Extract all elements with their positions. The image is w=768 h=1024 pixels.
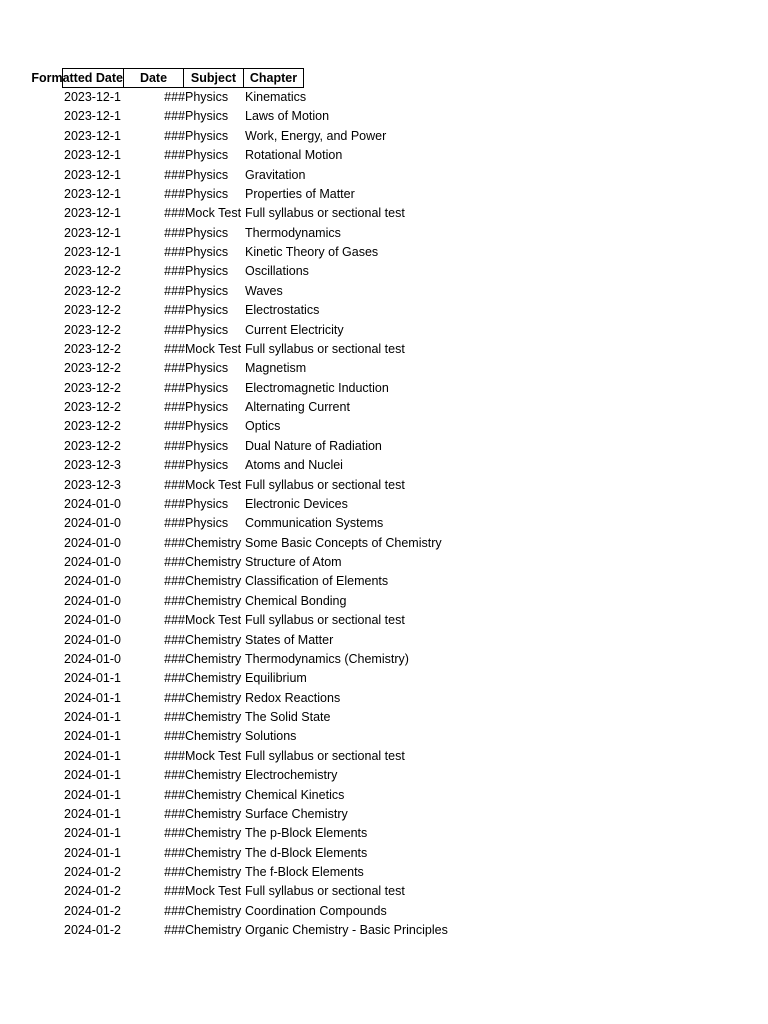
cell-chapter[interactable]: Properties of Matter bbox=[245, 186, 355, 201]
cell-chapter[interactable]: Thermodynamics bbox=[245, 225, 341, 240]
cell-chapter[interactable]: Classification of Elements bbox=[245, 574, 389, 589]
cell-subject[interactable]: Mock Test bbox=[185, 477, 242, 492]
table-row bbox=[62, 495, 762, 514]
table-row bbox=[62, 127, 762, 146]
cell-chapter[interactable]: Work, Energy, and Power bbox=[245, 128, 387, 143]
cell-subject[interactable]: Chemistry bbox=[185, 671, 242, 686]
cell-subject[interactable]: Physics bbox=[185, 90, 229, 104]
cell-formatted-date[interactable]: 2023-12-1 bbox=[64, 245, 121, 259]
cell-date[interactable]: ### bbox=[164, 458, 185, 473]
cell-chapter[interactable]: Solutions bbox=[245, 729, 297, 744]
cell-date[interactable]: ### bbox=[164, 167, 185, 182]
table-row bbox=[62, 631, 762, 650]
cell-formatted-date[interactable]: 2023-12-2 bbox=[64, 438, 121, 453]
cell-subject[interactable]: Chemistry bbox=[185, 826, 242, 841]
cell-date[interactable]: ### bbox=[164, 632, 185, 647]
cell-chapter[interactable]: Full syllabus or sectional test bbox=[245, 206, 405, 221]
table-row bbox=[62, 204, 762, 223]
cell-chapter[interactable]: Electronic Devices bbox=[245, 496, 348, 511]
cell-formatted-date[interactable]: 2024-01-1 bbox=[64, 671, 121, 686]
table-row bbox=[62, 844, 762, 863]
header-subject: Subject bbox=[183, 68, 244, 88]
cell-chapter[interactable]: Optics bbox=[245, 419, 281, 434]
table-row bbox=[62, 805, 762, 824]
table-row bbox=[62, 882, 762, 901]
cell-chapter[interactable]: Full syllabus or sectional test bbox=[245, 613, 405, 628]
table-row bbox=[62, 398, 762, 417]
cell-formatted-date[interactable]: 2023-12-1 bbox=[64, 167, 121, 182]
cell-chapter[interactable]: Chemical Kinetics bbox=[245, 787, 345, 802]
cell-date[interactable]: ### bbox=[164, 884, 185, 899]
cell-date[interactable]: ### bbox=[164, 264, 185, 279]
table-row bbox=[62, 476, 762, 495]
cell-date[interactable]: ### bbox=[164, 535, 185, 550]
table-row bbox=[62, 262, 762, 281]
cell-formatted-date[interactable]: 2023-12-2 bbox=[64, 341, 121, 356]
cell-formatted-date[interactable]: 2023-12-2 bbox=[64, 283, 121, 298]
cell-formatted-date[interactable]: 2024-01-1 bbox=[64, 826, 121, 841]
table-row bbox=[62, 417, 762, 436]
cell-subject[interactable]: Physics bbox=[185, 380, 229, 395]
cell-date[interactable]: ### bbox=[164, 341, 185, 356]
cell-chapter[interactable]: Organic Chemistry - Basic Principles bbox=[245, 923, 448, 938]
header-formatted-date bbox=[31, 68, 124, 88]
table-row bbox=[62, 185, 762, 204]
cell-formatted-date[interactable]: 2024-01-1 bbox=[64, 748, 121, 763]
cell-date[interactable]: ### bbox=[164, 845, 185, 860]
cell-subject[interactable]: Physics bbox=[185, 245, 229, 259]
cell-chapter[interactable]: The d-Block Elements bbox=[245, 845, 368, 860]
table-row bbox=[62, 146, 762, 165]
cell-subject[interactable]: Chemistry bbox=[185, 651, 242, 666]
cell-chapter[interactable]: Redox Reactions bbox=[245, 690, 341, 705]
cell-date[interactable]: ### bbox=[164, 729, 185, 744]
cell-subject[interactable]: Physics bbox=[185, 167, 229, 182]
cell-chapter[interactable]: Kinematics bbox=[245, 90, 307, 104]
cell-formatted-date[interactable]: 2023-12-2 bbox=[64, 400, 121, 414]
cell-formatted-date[interactable]: 2023-12-1 bbox=[64, 90, 121, 104]
cell-chapter[interactable]: The Solid State bbox=[245, 710, 331, 724]
cell-subject[interactable]: Physics bbox=[185, 400, 229, 414]
cell-formatted-date[interactable]: 2023-12-2 bbox=[64, 361, 121, 376]
cell-chapter[interactable]: Gravitation bbox=[245, 167, 306, 182]
cell-chapter[interactable]: Full syllabus or sectional test bbox=[245, 748, 405, 763]
table-row bbox=[62, 650, 762, 669]
cell-date[interactable]: ### bbox=[164, 923, 185, 938]
cell-subject[interactable]: Chemistry bbox=[185, 535, 242, 550]
table-row bbox=[62, 824, 762, 843]
cell-subject[interactable]: Physics bbox=[185, 438, 229, 453]
cell-formatted-date[interactable]: 2024-01-1 bbox=[64, 729, 121, 744]
cell-date[interactable]: ### bbox=[164, 496, 185, 511]
table-row bbox=[62, 107, 762, 126]
table-row bbox=[62, 786, 762, 805]
table-row bbox=[62, 592, 762, 611]
header-formatted-date-label: Formatted Date bbox=[31, 71, 123, 85]
cell-formatted-date[interactable]: 2023-12-1 bbox=[64, 148, 121, 163]
cell-formatted-date[interactable]: 2024-01-1 bbox=[64, 845, 121, 860]
table-row bbox=[62, 88, 762, 107]
cell-subject[interactable]: Physics bbox=[185, 419, 229, 434]
cell-date[interactable]: ### bbox=[164, 322, 185, 337]
cell-chapter[interactable]: Coordination Compounds bbox=[245, 903, 387, 918]
cell-subject[interactable]: Chemistry bbox=[185, 768, 242, 783]
cell-date[interactable]: ### bbox=[164, 419, 185, 434]
table-row bbox=[62, 321, 762, 340]
cell-date[interactable]: ### bbox=[164, 283, 185, 298]
cell-date[interactable]: ### bbox=[164, 303, 185, 318]
header-date: Date bbox=[123, 68, 184, 88]
table-row bbox=[62, 379, 762, 398]
cell-subject[interactable]: Physics bbox=[185, 186, 229, 201]
cell-formatted-date[interactable]: 2023-12-2 bbox=[64, 264, 121, 279]
cell-chapter[interactable]: Oscillations bbox=[245, 264, 309, 279]
header-row bbox=[31, 68, 762, 88]
cell-subject[interactable]: Mock Test bbox=[185, 748, 242, 763]
cell-subject[interactable]: Mock Test bbox=[185, 613, 242, 628]
cell-date[interactable]: ### bbox=[164, 90, 185, 104]
cell-subject[interactable]: Chemistry bbox=[185, 903, 242, 918]
cell-chapter[interactable]: Rotational Motion bbox=[245, 148, 343, 163]
cell-subject[interactable]: Physics bbox=[185, 458, 229, 473]
cell-date[interactable]: ### bbox=[164, 128, 185, 143]
cell-formatted-date[interactable]: 2024-01-1 bbox=[64, 710, 121, 724]
cell-formatted-date[interactable]: 2024-01-0 bbox=[64, 651, 121, 666]
table-row bbox=[62, 437, 762, 456]
cell-date[interactable]: ### bbox=[164, 245, 185, 259]
cell-formatted-date[interactable]: 2023-12-1 bbox=[64, 128, 121, 143]
cell-formatted-date[interactable]: 2024-01-2 bbox=[64, 923, 121, 938]
table-row bbox=[62, 224, 762, 243]
cell-subject[interactable]: Chemistry bbox=[185, 787, 242, 802]
cell-subject[interactable]: Physics bbox=[185, 361, 229, 376]
table-body bbox=[62, 88, 762, 941]
cell-chapter[interactable]: Some Basic Concepts of Chemistry bbox=[245, 535, 442, 550]
table-row bbox=[62, 863, 762, 882]
cell-formatted-date[interactable]: 2024-01-2 bbox=[64, 865, 121, 879]
cell-formatted-date[interactable]: 2023-12-1 bbox=[64, 206, 121, 221]
cell-chapter[interactable]: Full syllabus or sectional test bbox=[245, 477, 405, 492]
cell-formatted-date[interactable]: 2024-01-0 bbox=[64, 593, 121, 608]
cell-formatted-date[interactable]: 2024-01-0 bbox=[64, 535, 121, 550]
cell-formatted-date[interactable]: 2024-01-0 bbox=[64, 516, 121, 531]
cell-date[interactable]: ### bbox=[164, 806, 185, 821]
cell-formatted-date[interactable]: 2024-01-0 bbox=[64, 496, 121, 511]
table-row bbox=[62, 669, 762, 688]
cell-chapter[interactable]: Atoms and Nuclei bbox=[245, 458, 343, 473]
cell-chapter[interactable]: Structure of Atom bbox=[245, 555, 342, 569]
cell-formatted-date[interactable]: 2023-12-2 bbox=[64, 380, 121, 395]
cell-subject[interactable]: Physics bbox=[185, 516, 229, 531]
cell-formatted-date[interactable]: 2024-01-1 bbox=[64, 787, 121, 802]
table-row bbox=[62, 611, 762, 630]
cell-formatted-date[interactable]: 2024-01-0 bbox=[64, 613, 121, 628]
cell-subject[interactable]: Physics bbox=[185, 128, 229, 143]
cell-chapter[interactable]: Equilibrium bbox=[245, 671, 307, 686]
table-row bbox=[62, 747, 762, 766]
cell-subject[interactable]: Chemistry bbox=[185, 593, 242, 608]
table-row bbox=[62, 902, 762, 921]
cell-subject[interactable]: Chemistry bbox=[185, 632, 242, 647]
cell-subject[interactable]: Physics bbox=[185, 283, 229, 298]
table-row bbox=[62, 727, 762, 746]
cell-date[interactable]: ### bbox=[164, 574, 185, 589]
cell-chapter[interactable]: Magnetism bbox=[245, 361, 307, 376]
table-row bbox=[62, 689, 762, 708]
cell-subject[interactable]: Chemistry bbox=[185, 865, 242, 879]
spreadsheet-table bbox=[31, 68, 762, 941]
cell-formatted-date[interactable]: 2023-12-2 bbox=[64, 322, 121, 337]
cell-subject[interactable]: Chemistry bbox=[185, 729, 242, 744]
cell-subject[interactable]: Chemistry bbox=[185, 806, 242, 821]
cell-chapter[interactable]: Communication Systems bbox=[245, 516, 384, 531]
cell-chapter[interactable]: Surface Chemistry bbox=[245, 806, 348, 821]
cell-subject[interactable]: Chemistry bbox=[185, 574, 242, 589]
cell-subject[interactable]: Physics bbox=[185, 225, 229, 240]
table-row bbox=[62, 921, 762, 940]
cell-formatted-date[interactable]: 2023-12-3 bbox=[64, 458, 121, 473]
cell-date[interactable]: ### bbox=[164, 710, 185, 724]
cell-date[interactable]: ### bbox=[164, 671, 185, 686]
table-row bbox=[62, 514, 762, 533]
cell-date[interactable]: ### bbox=[164, 651, 185, 666]
cell-formatted-date[interactable]: 2024-01-2 bbox=[64, 903, 121, 918]
cell-subject[interactable]: Physics bbox=[185, 322, 229, 337]
cell-formatted-date[interactable]: 2024-01-0 bbox=[64, 574, 121, 589]
table-row bbox=[62, 456, 762, 475]
cell-chapter[interactable]: Electrostatics bbox=[245, 303, 320, 318]
cell-date[interactable]: ### bbox=[164, 768, 185, 783]
cell-subject[interactable]: Mock Test bbox=[185, 206, 242, 221]
cell-date[interactable]: ### bbox=[164, 903, 185, 918]
cell-chapter[interactable]: Electromagnetic Induction bbox=[245, 380, 389, 395]
table-row bbox=[62, 166, 762, 185]
table-row bbox=[62, 282, 762, 301]
cell-formatted-date[interactable]: 2023-12-2 bbox=[64, 303, 121, 318]
cell-date[interactable]: ### bbox=[164, 690, 185, 705]
table-row bbox=[62, 359, 762, 378]
cell-date[interactable]: ### bbox=[164, 186, 185, 201]
table-row bbox=[62, 340, 762, 359]
cell-date[interactable]: ### bbox=[164, 438, 185, 453]
cell-date[interactable]: ### bbox=[164, 613, 185, 628]
cell-subject[interactable]: Chemistry bbox=[185, 845, 242, 860]
cell-formatted-date[interactable]: 2023-12-1 bbox=[64, 186, 121, 201]
cell-formatted-date[interactable]: 2024-01-1 bbox=[64, 768, 121, 783]
cell-date[interactable]: ### bbox=[164, 787, 185, 802]
cell-formatted-date[interactable]: 2023-12-1 bbox=[64, 109, 121, 124]
cell-date[interactable]: ### bbox=[164, 225, 185, 240]
cell-formatted-date[interactable]: 2024-01-0 bbox=[64, 632, 121, 647]
cell-chapter[interactable]: Full syllabus or sectional test bbox=[245, 341, 405, 356]
table-row bbox=[62, 243, 762, 262]
cell-date[interactable]: ### bbox=[164, 826, 185, 841]
cell-subject[interactable]: Chemistry bbox=[185, 923, 242, 938]
cell-date[interactable]: ### bbox=[164, 380, 185, 395]
cell-formatted-date[interactable]: 2024-01-0 bbox=[64, 555, 121, 569]
cell-date[interactable]: ### bbox=[164, 400, 185, 414]
cell-chapter[interactable]: States of Matter bbox=[245, 632, 334, 647]
cell-subject[interactable]: Physics bbox=[185, 148, 229, 163]
cell-subject[interactable]: Physics bbox=[185, 496, 229, 511]
cell-subject[interactable]: Mock Test bbox=[185, 884, 242, 899]
cell-chapter[interactable]: Electrochemistry bbox=[245, 768, 338, 783]
cell-date[interactable]: ### bbox=[164, 865, 185, 879]
cell-subject[interactable]: Chemistry bbox=[185, 710, 242, 724]
cell-subject[interactable]: Physics bbox=[185, 264, 229, 279]
cell-chapter[interactable]: Current Electricity bbox=[245, 322, 344, 337]
cell-date[interactable]: ### bbox=[164, 206, 185, 221]
cell-chapter[interactable]: The f-Block Elements bbox=[245, 865, 364, 879]
table-row bbox=[62, 766, 762, 785]
cell-formatted-date[interactable]: 2023-12-2 bbox=[64, 419, 121, 434]
cell-date[interactable]: ### bbox=[164, 477, 185, 492]
cell-subject[interactable]: Mock Test bbox=[185, 341, 242, 356]
table-row bbox=[62, 301, 762, 320]
cell-chapter[interactable]: Dual Nature of Radiation bbox=[245, 438, 382, 453]
cell-chapter[interactable]: Kinetic Theory of Gases bbox=[245, 245, 379, 259]
cell-date[interactable]: ### bbox=[164, 148, 185, 163]
cell-chapter[interactable]: Chemical Bonding bbox=[245, 593, 347, 608]
table-row bbox=[62, 534, 762, 553]
cell-subject[interactable]: Chemistry bbox=[185, 690, 242, 705]
cell-chapter[interactable]: Laws of Motion bbox=[245, 109, 330, 124]
cell-date[interactable]: ### bbox=[164, 109, 185, 124]
cell-subject[interactable]: Physics bbox=[185, 303, 229, 318]
cell-date[interactable]: ### bbox=[164, 361, 185, 376]
cell-chapter[interactable]: Full syllabus or sectional test bbox=[245, 884, 405, 899]
cell-formatted-date[interactable]: 2024-01-1 bbox=[64, 690, 121, 705]
cell-chapter[interactable]: The p-Block Elements bbox=[245, 826, 368, 841]
cell-date[interactable]: ### bbox=[164, 555, 185, 569]
cell-chapter[interactable]: Waves bbox=[245, 283, 283, 298]
table-row bbox=[62, 708, 762, 727]
cell-formatted-date[interactable]: 2023-12-3 bbox=[64, 477, 121, 492]
cell-date[interactable]: ### bbox=[164, 593, 185, 608]
cell-subject[interactable]: Physics bbox=[185, 109, 229, 124]
cell-date[interactable]: ### bbox=[164, 516, 185, 531]
table-row bbox=[62, 553, 762, 572]
cell-chapter[interactable]: Thermodynamics (Chemistry) bbox=[245, 651, 409, 666]
header-chapter: Chapter bbox=[243, 68, 304, 88]
cell-subject[interactable]: Chemistry bbox=[185, 555, 242, 569]
cell-formatted-date[interactable]: 2023-12-1 bbox=[64, 225, 121, 240]
table-row bbox=[62, 572, 762, 591]
cell-formatted-date[interactable]: 2024-01-2 bbox=[64, 884, 121, 899]
cell-date[interactable]: ### bbox=[164, 748, 185, 763]
cell-formatted-date[interactable]: 2024-01-1 bbox=[64, 806, 121, 821]
cell-chapter[interactable]: Alternating Current bbox=[245, 400, 350, 414]
